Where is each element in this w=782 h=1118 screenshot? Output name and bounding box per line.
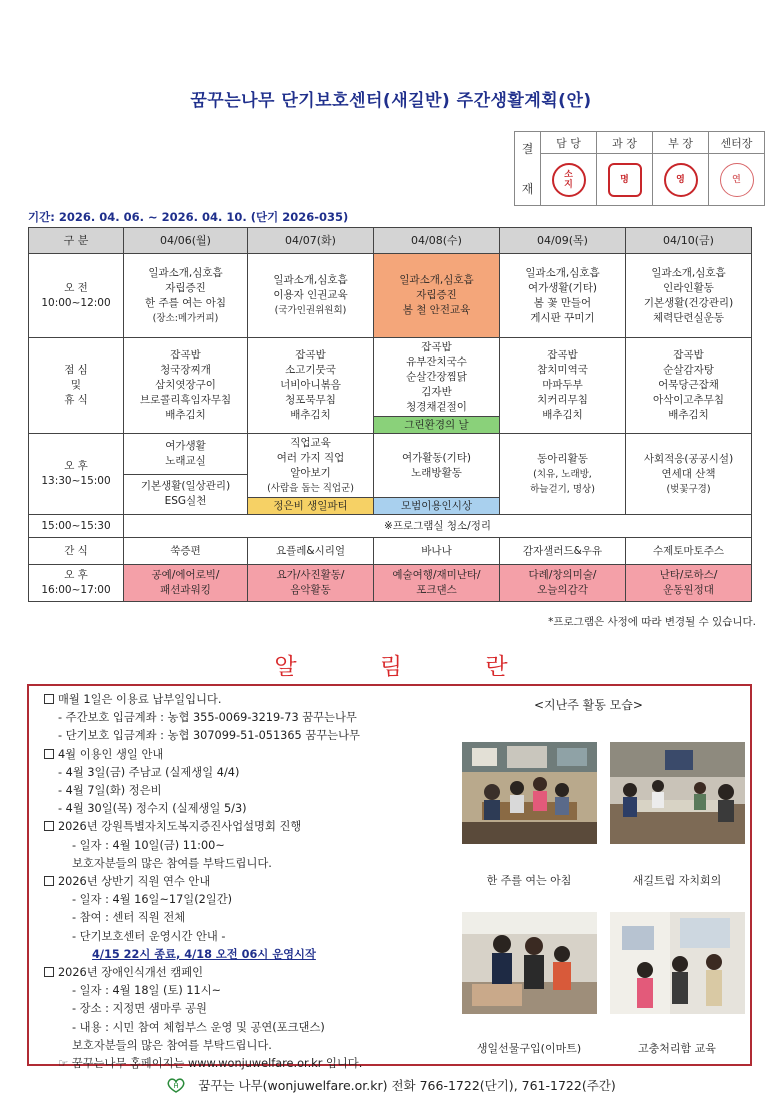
afternoon-row (29, 434, 752, 515)
snack-cell: 감자샐러드&우유 (500, 538, 626, 565)
notice-line (44, 727, 464, 745)
notice-text: - 단기보호센터 운영시간 안내 - (72, 929, 226, 943)
schedule-cell: 잡곡밥 참치미역국 마파두부 치커리무침 배추김치 (500, 338, 626, 434)
notice-text: 매월 1일은 이용료 납부일입니다. (58, 693, 222, 706)
notice-text: 2026년 장애인식개선 캠페인 (58, 966, 204, 980)
morning-row (29, 254, 752, 338)
signature-stamp (653, 154, 709, 206)
snack-cell: 바나나 (374, 538, 500, 565)
notice-line (44, 782, 464, 800)
late-afternoon-row (29, 565, 752, 602)
seal-icon: 영 (664, 163, 698, 197)
schedule-header-row (29, 228, 752, 254)
photo-caption: 한 주를 여는 아침 (486, 874, 572, 887)
seal-icon: 소 지 (552, 163, 586, 197)
notice-line (44, 1055, 464, 1073)
checkbox-icon (44, 876, 54, 886)
approval-box (514, 131, 765, 206)
activity-photo (610, 912, 745, 1014)
role-1: 담 당 (541, 132, 597, 154)
notice-text: ☞ 꿈꾸는나무 홈페이지는 www.wonjuwelfare.or.kr 입니다. (58, 1057, 363, 1071)
notice-line (44, 764, 464, 782)
schedule-cell: 잡곡밥 유부잔치국수 순살간장찜닭 김자반 청경채겉절이 그린환경의 날 (374, 338, 500, 434)
header-cell: 04/06(월) (124, 228, 248, 254)
notice-line (44, 800, 464, 818)
header-cell: 구 분 (29, 228, 124, 254)
page-title: 꿈꾸는나무 단기보호센터(새길반) 주간생활계획(안) (190, 91, 592, 111)
snack-cell: 수제토마토주스 (626, 538, 752, 565)
notice-line (44, 1019, 464, 1037)
notice-line (44, 691, 464, 709)
notice-line (44, 709, 464, 727)
header-cell: 04/08(수) (374, 228, 500, 254)
schedule-cell: 잡곡밥 순살감자탕 어묵당근잡채 아삭이고추무침 배추김치 (626, 338, 752, 434)
activity-photo (462, 912, 597, 1014)
notice-text: 보호자분들의 많은 참여를 부탁드립니다. (72, 1038, 272, 1052)
lunch-row (29, 338, 752, 434)
row-label: 오 후 16:00~17:00 (29, 565, 124, 602)
activity-cell: 다례/창의미술/ 오늘의감각 (500, 565, 626, 602)
seal-icon: 명 (608, 163, 642, 197)
activity-cell: 예술여행/재미난타/ 포크댄스 (374, 565, 500, 602)
snack-cell: 쑥증편 (124, 538, 248, 565)
notice-text: - 참여 : 센터 직원 전체 (72, 911, 186, 925)
notice-line (44, 946, 464, 964)
notice-text: - 일자 : 4월 16일~17일(2일간) (72, 893, 233, 907)
header-cell: 04/09(목) (500, 228, 626, 254)
notice-text: - 내용 : 시민 참여 체험부스 운영 및 공연(포크댄스) (72, 1020, 325, 1034)
notice-text: 4월 이용인 생일 안내 (58, 747, 164, 761)
row-label: 점 심 및 휴 식 (29, 338, 124, 434)
header-cell: 04/07(화) (248, 228, 374, 254)
notice-box (27, 684, 752, 1071)
tree-logo-icon (166, 1077, 186, 1093)
notice-text: 2026년 강원특별자치도복지증진사업설명회 진행 (58, 820, 302, 834)
row-label: 간 식 (29, 538, 124, 565)
approval-label: 결 재 (515, 132, 541, 206)
notice-text: - 4월 3일(금) 주남교 (실제생일 4/4) (58, 765, 240, 779)
role-4: 센터장 (709, 132, 765, 154)
schedule-note: *프로그램은 사정에 따라 변경될 수 있습니다. (548, 616, 756, 628)
signature-stamp (597, 154, 653, 206)
schedule-cell: 잡곡밥 소고기뭇국 너비아니볶음 청포묵무침 배추김치 (248, 338, 374, 434)
footer-text: 꿈꾸는 나무(wonjuwelfare.or.kr) 전화 766-1722(단기), 761-1722(주간) (198, 1078, 616, 1093)
row-label: 15:00~15:30 (29, 515, 124, 538)
notice-line (44, 928, 464, 946)
notice-text: 2026년 상반기 직원 연수 안내 (58, 875, 211, 889)
notice-text: - 장소 : 지정면 샘마루 공원 (72, 1002, 207, 1016)
photo-caption: 생일선물구입(이마트) (476, 1042, 582, 1055)
svg-text:H: H (173, 1082, 179, 1090)
schedule-cell: 일과소개,심호흡 이용자 인권교육 (국가인권위원회) (248, 254, 374, 338)
notice-text: 4/15 22시 종료, 4/18 오전 06시 운영시작 (92, 947, 316, 961)
role-3: 부 장 (653, 132, 709, 154)
event-badge: 모범이용인시상 (374, 497, 499, 514)
notice-line (44, 982, 464, 1000)
notice-line (44, 855, 464, 873)
notice-line (44, 837, 464, 855)
row-label: 오 후 13:30~15:00 (29, 434, 124, 515)
checkbox-icon (44, 749, 54, 759)
activity-cell: 공예/에어로빅/ 패션과워킹 (124, 565, 248, 602)
checkbox-icon (44, 694, 54, 704)
signature-stamp (709, 154, 765, 206)
schedule-cell: 직업교육 여러 가지 직업 알아보기 (사람을 돕는 직업군) 정은비 생일파티 (248, 434, 374, 515)
checkbox-icon (44, 967, 54, 977)
notice-text: - 주간보호 입금계좌 : 농협 355-0069-3219-73 꿈꾸는나무 (58, 711, 357, 725)
schedule-cell: 여가생활 노래교실 기본생활(일상관리) ESG실천 (124, 434, 248, 515)
notice-line (44, 909, 464, 927)
seal-icon: 연 (720, 163, 754, 197)
notice-text: - 4월 30일(목) 정수지 (실제생일 5/3) (58, 802, 247, 816)
signature-stamp (541, 154, 597, 206)
notice-line (44, 818, 464, 836)
event-badge: 정은비 생일파티 (248, 497, 373, 514)
notice-text: - 일자 : 4월 18일 (토) 11시~ (72, 984, 222, 998)
photo-caption: 고충처리함 교육 (638, 1042, 716, 1055)
photo-caption: 새길트립 자치회의 (632, 874, 722, 887)
schedule-table (28, 227, 752, 602)
notice-line (44, 873, 464, 891)
notice-text: - 일자 : 4월 10일(금) 11:00~ (72, 838, 225, 852)
notice-line (44, 964, 464, 982)
activity-photo (610, 742, 745, 844)
checkbox-icon (44, 821, 54, 831)
notice-text: - 단기보호 입금계좌 : 농협 307099-51-051365 꿈꾸는나무 (58, 729, 360, 743)
period-text: 기간: 2026. 04. 06. ~ 2026. 04. 10. (단기 2026-035) (28, 210, 349, 224)
schedule-cell: 일과소개,심호흡 인라인활동 기본생활(건강관리) 체력단련실운동 (626, 254, 752, 338)
snack-cell: 요플레&시리얼 (248, 538, 374, 565)
notice-text: 보호자분들의 많은 참여를 부탁드립니다. (72, 856, 272, 870)
schedule-cell: 여가활동(기타) 노래방활동 모범이용인시상 (374, 434, 500, 515)
role-2: 과 장 (597, 132, 653, 154)
header-cell: 04/10(금) (626, 228, 752, 254)
cleanup-row (29, 515, 752, 538)
event-badge: 그린환경의 날 (374, 416, 499, 433)
notice-text: - 4월 7일(화) 정은비 (58, 784, 162, 798)
snack-row (29, 538, 752, 565)
notice-line (44, 1037, 464, 1055)
row-label: 오 전 10:00~12:00 (29, 254, 124, 338)
notice-line (44, 891, 464, 909)
notice-list (44, 691, 464, 1073)
schedule-cell: 동아리활동 (치유, 노래방, 하늘걷기, 명상) (500, 434, 626, 515)
activity-cell: 난타/로하스/ 운동원정대 (626, 565, 752, 602)
schedule-cell: 일과소개,심호흡 자립증진 한 주를 여는 아침 (장소:메가커피) (124, 254, 248, 338)
schedule-cell: 일과소개,심호흡 자립증진 봄 철 안전교육 (374, 254, 500, 338)
activity-photo (462, 742, 597, 844)
schedule-cell: 잡곡밥 청국장찌개 삼치엿장구이 브로콜리흑임자무침 배추김치 (124, 338, 248, 434)
cleanup-text: ※프로그램실 청소/정리 (124, 515, 752, 538)
schedule-cell: 일과소개,심호흡 여가생활(기타) 봄 꽃 만들어 게시판 꾸미기 (500, 254, 626, 338)
schedule-cell: 사회적응(공공시설) 연세대 산책 (벚꽃구경) (626, 434, 752, 515)
photos-title: <지난주 활동 모습> (534, 698, 643, 712)
notice-title: 알 림 란 (274, 654, 546, 680)
notice-line (44, 1000, 464, 1018)
notice-line (44, 746, 464, 764)
footer (0, 1076, 782, 1094)
activity-cell: 요가/사진활동/ 음악활동 (248, 565, 374, 602)
